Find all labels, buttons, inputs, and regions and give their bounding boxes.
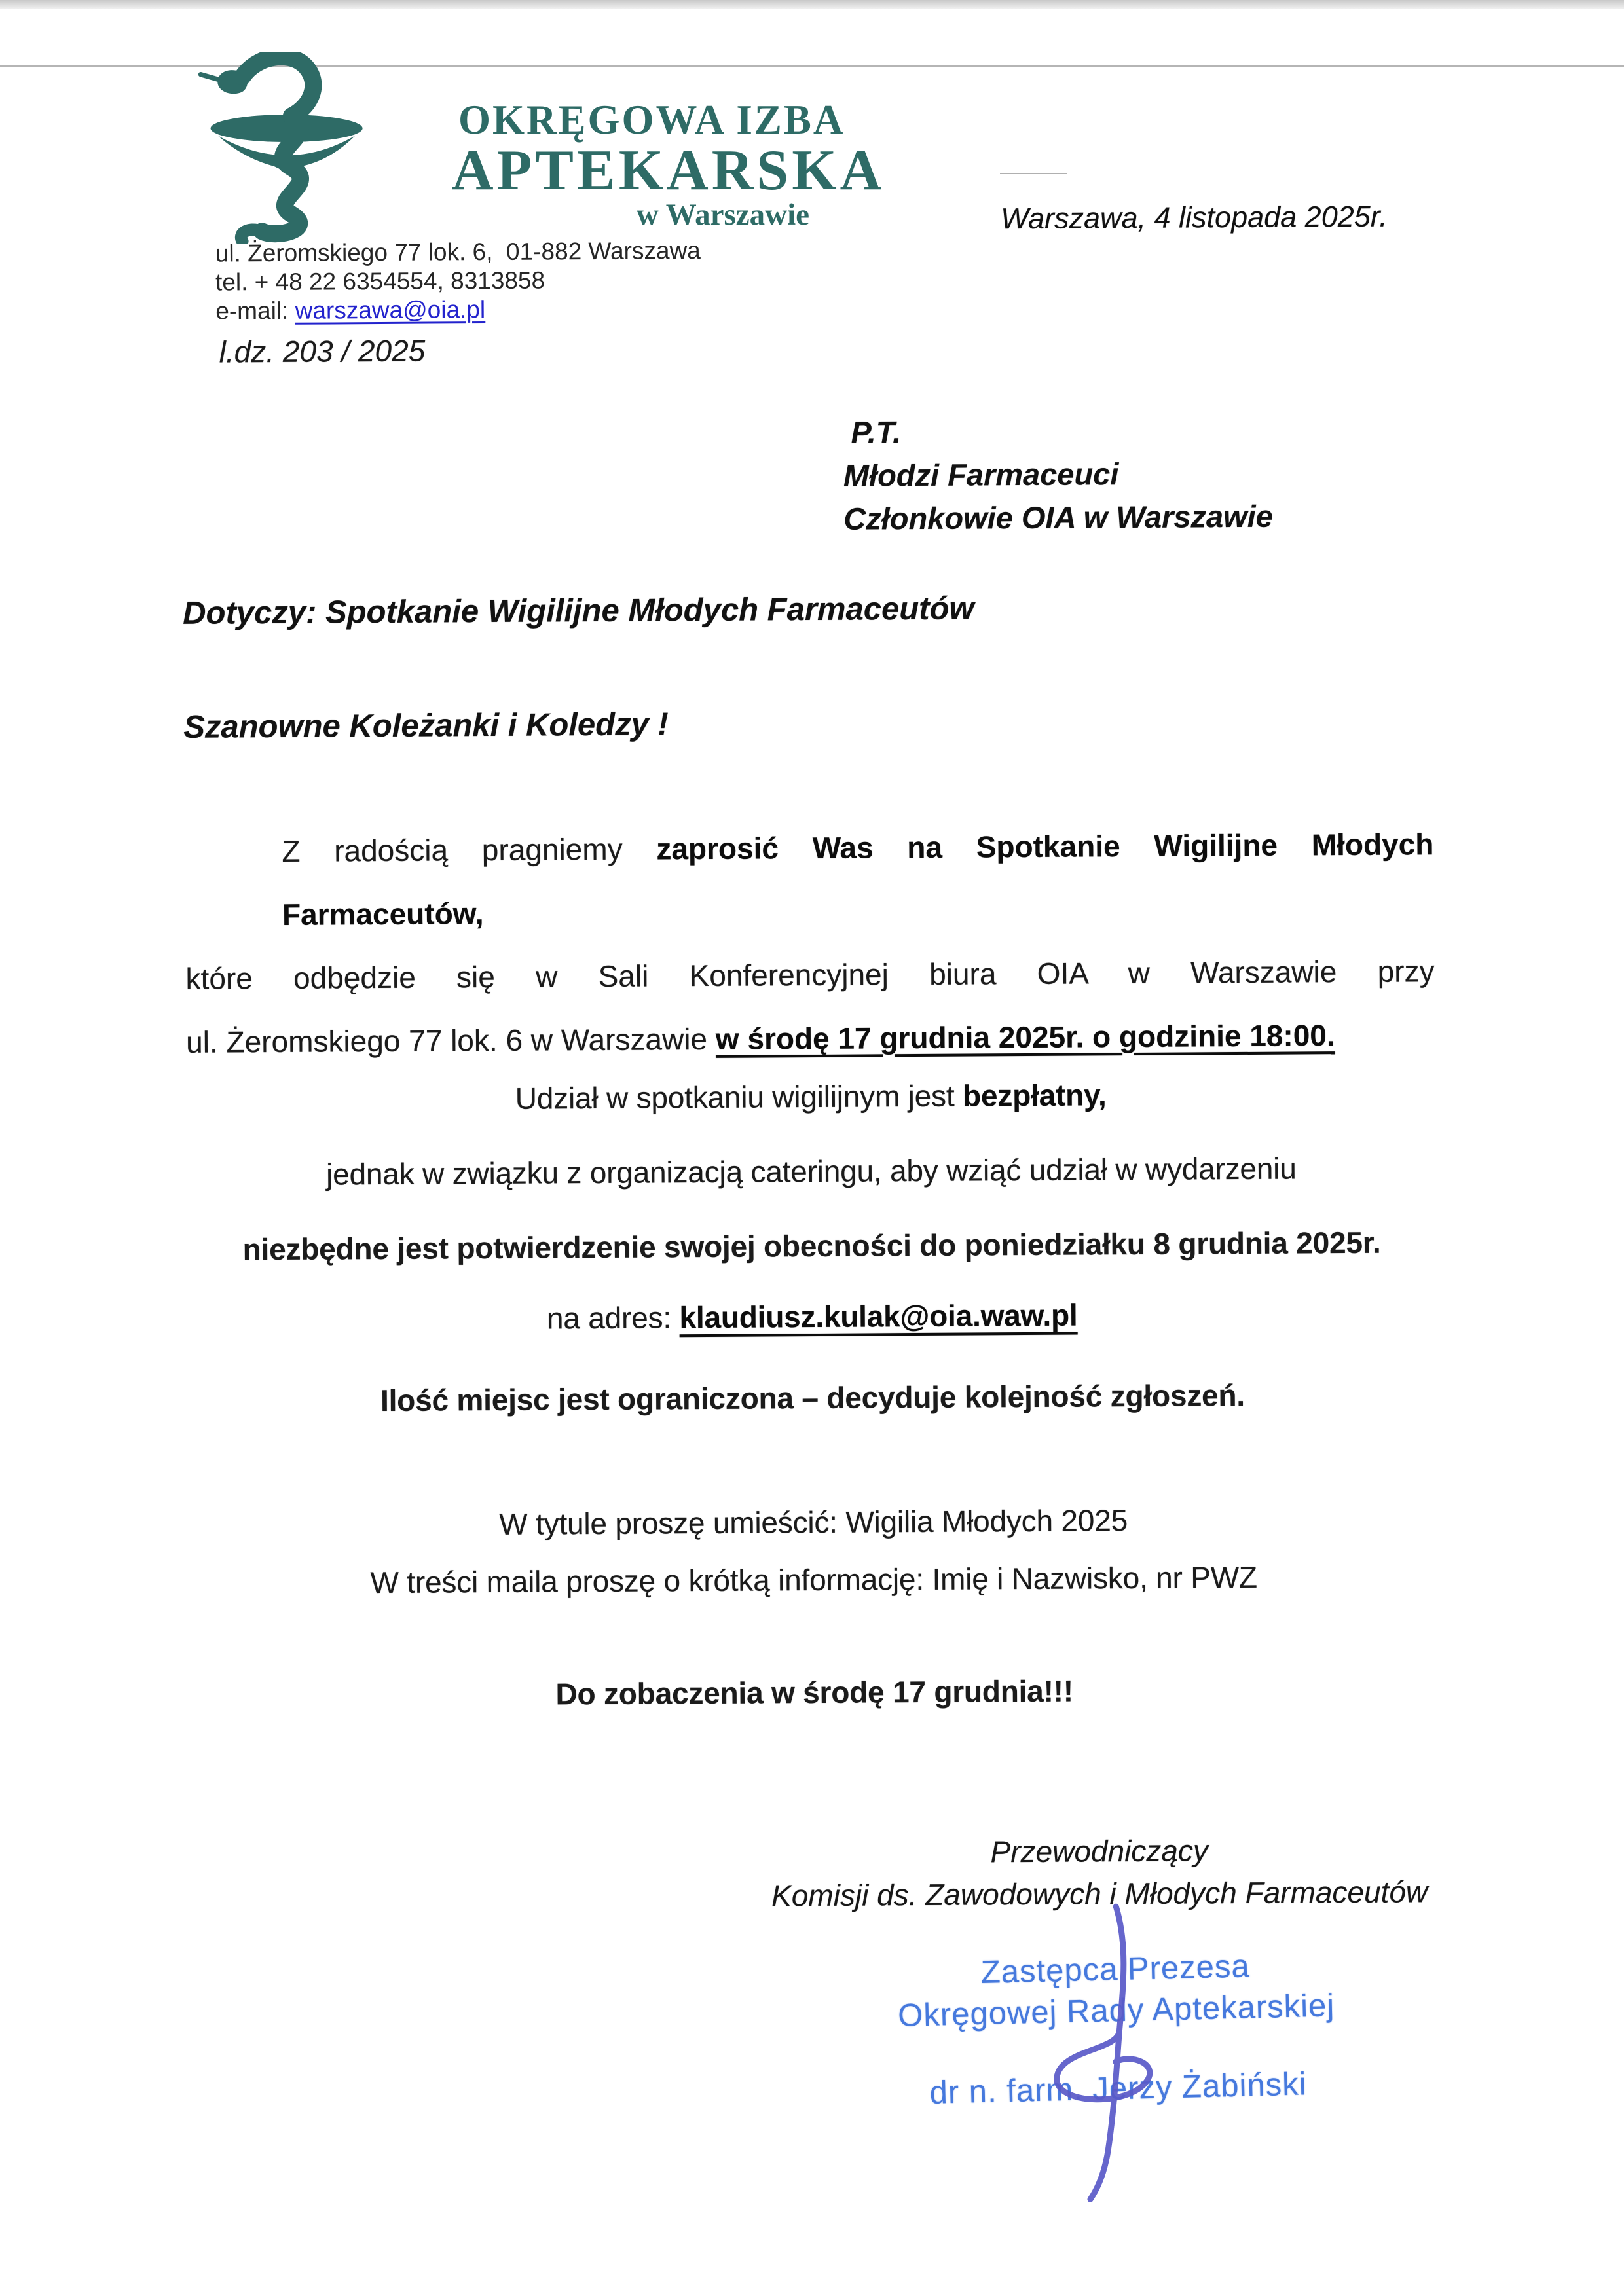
paragraph-line3-date-bold: w środę 17 grudnia 2025r. o godzinie 18:00.	[715, 1018, 1335, 1056]
address-street: ul. Żeromskiego 77 lok. 6, 01-882 Warszawa	[215, 237, 701, 267]
contact-email-line	[188, 1295, 1437, 1338]
email-title-instruction: W tytule proszę umieścić: Wigilia Młodych 2025	[499, 1503, 1128, 1541]
email-content-instruction: W treści maila proszę o krótką informację: Imię i Nazwisko, nr PWZ	[370, 1559, 1258, 1600]
paragraph-line1	[185, 812, 1434, 947]
recipient-salutation: P.T.	[851, 414, 902, 450]
paragraph-line1-normal: Z radością pragniemy	[282, 831, 657, 868]
stamp-name-line: dr n. farm. Jerzy Żabiński	[929, 2066, 1308, 2111]
paragraph-line1-bold: zaprosić Was na Spotkanie Wigilijne Młodych Farmaceutów,	[282, 827, 1434, 932]
email-label: e-mail:	[215, 297, 289, 325]
signature-title-line1: Przewodniczący	[990, 1833, 1209, 1869]
org-name-line2: APTEKARSKA	[452, 139, 885, 202]
sender-address	[215, 236, 701, 326]
recipient-line1: Młodzi Farmaceuci	[843, 456, 1119, 493]
handwritten-signature	[1018, 1896, 1236, 2208]
signature-title-line2: Komisji ds. Zawodowych i Młodych Farmaceutów	[771, 1874, 1428, 1913]
free-participation-normal: Udział w spotkaniu wigilijnym jest	[515, 1078, 963, 1116]
reference-number: l.dz. 203 / 2025	[219, 333, 426, 369]
greeting-line: Szanowne Koleżanki i Koledzy !	[183, 706, 669, 745]
org-name-city: w Warszawie	[636, 198, 809, 232]
farewell-line: Do zobaczenia w środę 17 grudnia!!!	[555, 1673, 1074, 1711]
address-email-row	[215, 294, 701, 326]
limited-seats-line: Ilość miejsc jest ograniczona – decyduje kolejność zgłoszeń.	[380, 1377, 1246, 1418]
free-participation-bold: bezpłatny,	[962, 1078, 1107, 1113]
paragraph-line3-normal: ul. Żeromskiego 77 lok. 6 w Warszawie	[185, 1021, 716, 1059]
subject-line: Dotyczy: Spotkanie Wigilijne Młodych Farmaceutów	[182, 591, 974, 631]
confirmation-deadline-line: niezbędne jest potwierdzenie swojej obecności do poniedziałku 8 grudnia 2025r.	[242, 1225, 1381, 1267]
invitation-paragraph	[185, 812, 1435, 1074]
address-phone: tel. + 48 22 6354554, 8313858	[215, 266, 545, 296]
paragraph-line3	[186, 1003, 1435, 1074]
recipient-block	[843, 409, 1273, 541]
stamp-role-line1: Zastępca Prezesa	[980, 1948, 1251, 1991]
paragraph-line2: które odbędzie się w Sali Konferencyjnej biura OIA w Warszawie przy	[185, 954, 1435, 996]
stamp-role-line2: Okręgowej Rady Aptekarskiej	[897, 1988, 1335, 2034]
catering-line: jednak w związku z organizacją cateringu, aby wziąć udział w wydarzeniu	[325, 1151, 1297, 1192]
sender-email-link[interactable]: warszawa@oia.pl	[295, 296, 486, 324]
contact-email-label: na adres:	[546, 1300, 680, 1336]
contact-email-link[interactable]: klaudiusz.kulak@oia.waw.pl	[679, 1298, 1078, 1335]
org-name-line1: OKRĘGOWA IZBA	[458, 97, 845, 143]
recipient-line2: Członkowie OIA w Warszawie	[843, 498, 1273, 536]
free-participation-line	[187, 1075, 1435, 1118]
letter-date: Warszawa, 4 listopada 2025r.	[1001, 199, 1388, 236]
